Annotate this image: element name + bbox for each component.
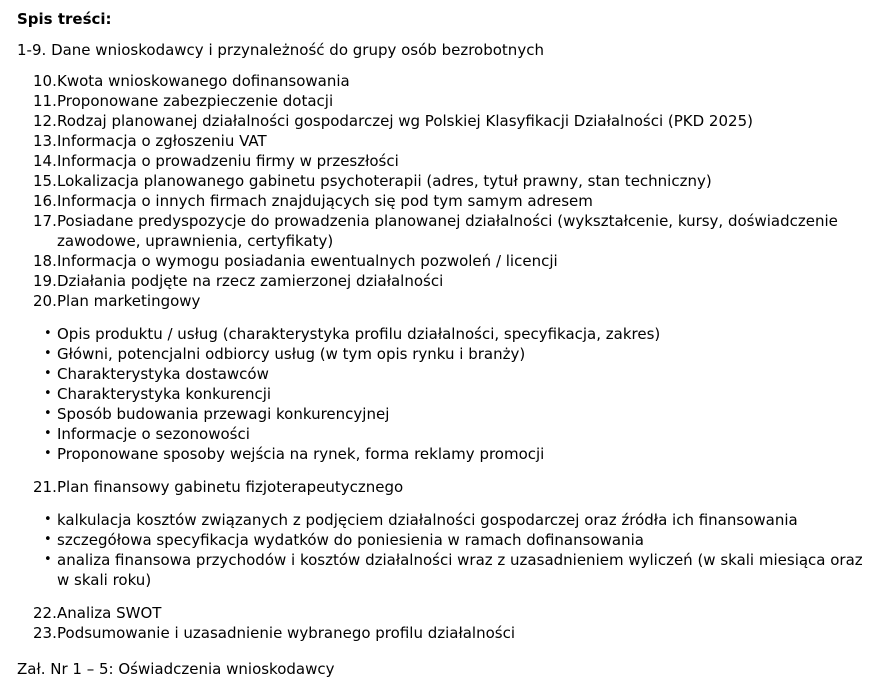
bullet-icon: •: [44, 446, 52, 461]
toc-item: [33, 291, 878, 311]
toc-bullet-item: [17, 550, 878, 590]
bullet-icon: •: [44, 532, 52, 547]
toc-bullet-item: [17, 424, 878, 444]
toc-item-text: Informacja o prowadzeniu firmy w przeszłości: [57, 152, 399, 170]
bullet-icon: •: [44, 406, 52, 421]
toc-bullet-item: [17, 510, 878, 530]
toc-item: [33, 91, 878, 111]
toc-item-text: Główni, potencjalni odbiorcy usług (w tym opis rynku i branży): [57, 345, 526, 363]
toc-bullet-item: [17, 324, 878, 344]
toc-item-text: kalkulacja kosztów związanych z podjęciem działalności gospodarczej oraz źródła ich finansowania: [57, 511, 798, 529]
toc-item-number: 13.: [33, 132, 57, 150]
toc-item-text: Lokalizacja planowanego gabinetu psychoterapii (adres, tytuł prawny, stan techniczny): [57, 172, 712, 190]
toc-marketing-bullet-list: [17, 324, 878, 464]
toc-item-text: Podsumowanie i uzasadnienie wybranego profilu działalności: [57, 624, 516, 642]
bullet-icon: •: [44, 512, 52, 527]
toc-item: [33, 191, 878, 211]
toc-item-text: Charakterystyka dostawców: [57, 365, 269, 383]
toc-item: [33, 271, 878, 291]
bullet-icon: •: [44, 326, 52, 341]
toc-item-text: Informacje o sezonowości: [57, 425, 250, 443]
toc-bullet-item: [17, 530, 878, 550]
toc-item-text: Kwota wnioskowanego dofinansowania: [57, 72, 350, 90]
toc-item-number: 23.: [33, 624, 57, 642]
attachments-note: Zał. Nr 1 – 5: Oświadczenia wnioskodawcy: [17, 660, 335, 678]
toc-item-text: analiza finansowa przychodów i kosztów działalności wraz z uzasadnieniem wyliczeń (w skali miesiąca oraz w skali roku): [57, 551, 863, 589]
toc-item-text: Informacja o innych firmach znajdujących się pod tym samym adresem: [57, 192, 593, 210]
toc-bullet-item: [17, 404, 878, 424]
bullet-icon: •: [44, 386, 52, 401]
toc-item: [33, 211, 878, 251]
toc-numbered-list-closing: [33, 603, 878, 643]
toc-item-number: 15.: [33, 172, 57, 190]
toc-bullet-item: [17, 344, 878, 364]
toc-item-text: Sposób budowania przewagi konkurencyjnej: [57, 405, 390, 423]
toc-range-item: [17, 40, 878, 60]
toc-bullet-item: [17, 384, 878, 404]
toc-item-text: Charakterystyka konkurencji: [57, 385, 272, 403]
toc-item-number: 19.: [33, 272, 57, 290]
toc-item: [33, 71, 878, 91]
toc-item-number: 10.: [33, 72, 57, 90]
page-title: Spis treści:: [17, 10, 112, 28]
toc-item-number: 1-9.: [17, 41, 47, 59]
toc-item-number: 22.: [33, 604, 57, 622]
toc-item-text: Proponowane sposoby wejścia na rynek, forma reklamy promocji: [57, 445, 545, 463]
toc-item-number: 11.: [33, 92, 57, 110]
toc-item-text: Informacja o wymogu posiadania ewentualnych pozwoleń / licencji: [57, 252, 558, 270]
toc-item: [33, 111, 878, 131]
toc-item-number: 17.: [33, 212, 57, 230]
toc-item: [33, 603, 878, 623]
toc-bullet-item: [17, 444, 878, 464]
toc-item-number: 16.: [33, 192, 57, 210]
bullet-icon: •: [44, 366, 52, 381]
toc-item-number: 14.: [33, 152, 57, 170]
toc-item: [33, 171, 878, 191]
toc-item-text: szczegółowa specyfikacja wydatków do poniesienia w ramach dofinansowania: [57, 531, 644, 549]
toc-item-text: Proponowane zabezpieczenie dotacji: [57, 92, 334, 110]
toc-item-number: 12.: [33, 112, 57, 130]
bullet-icon: •: [44, 346, 52, 361]
toc-item-text: Informacja o zgłoszeniu VAT: [57, 132, 267, 150]
toc-item-number: 18.: [33, 252, 57, 270]
toc-item-text: Dane wnioskodawcy i przynależność do grupy osób bezrobotnych: [51, 41, 544, 59]
bullet-icon: •: [44, 426, 52, 441]
toc-item: [33, 477, 878, 497]
toc-item-text: Posiadane predyspozycje do prowadzenia planowanej działalności (wykształcenie, kursy, doświadczenie zawodowe, uprawnienia, certyfikaty): [57, 212, 838, 250]
toc-item: [33, 151, 878, 171]
toc-item: [33, 131, 878, 151]
toc-item-number: 21.: [33, 478, 57, 496]
toc-item-text: Analiza SWOT: [57, 604, 162, 622]
toc-item-text: Działania podjęte na rzecz zamierzonej działalności: [57, 272, 444, 290]
toc-item: [33, 623, 878, 643]
bullet-icon: •: [44, 552, 52, 567]
toc-item-text: Rodzaj planowanej działalności gospodarczej wg Polskiej Klasyfikacji Działalności (PKD 2025): [57, 112, 753, 130]
toc-bullet-item: [17, 364, 878, 384]
toc-numbered-list-main: [33, 71, 878, 311]
toc-item-text: Plan finansowy gabinetu fizjoterapeutycznego: [57, 478, 404, 496]
toc-item-text: Plan marketingowy: [57, 292, 201, 310]
toc-finance-bullet-list: [17, 510, 878, 590]
toc-item: [33, 251, 878, 271]
toc-numbered-list-finance-header: [33, 477, 878, 497]
toc-item-text: Opis produktu / usług (charakterystyka profilu działalności, specyfikacja, zakres): [57, 325, 661, 343]
toc-item-number: 20.: [33, 292, 57, 310]
